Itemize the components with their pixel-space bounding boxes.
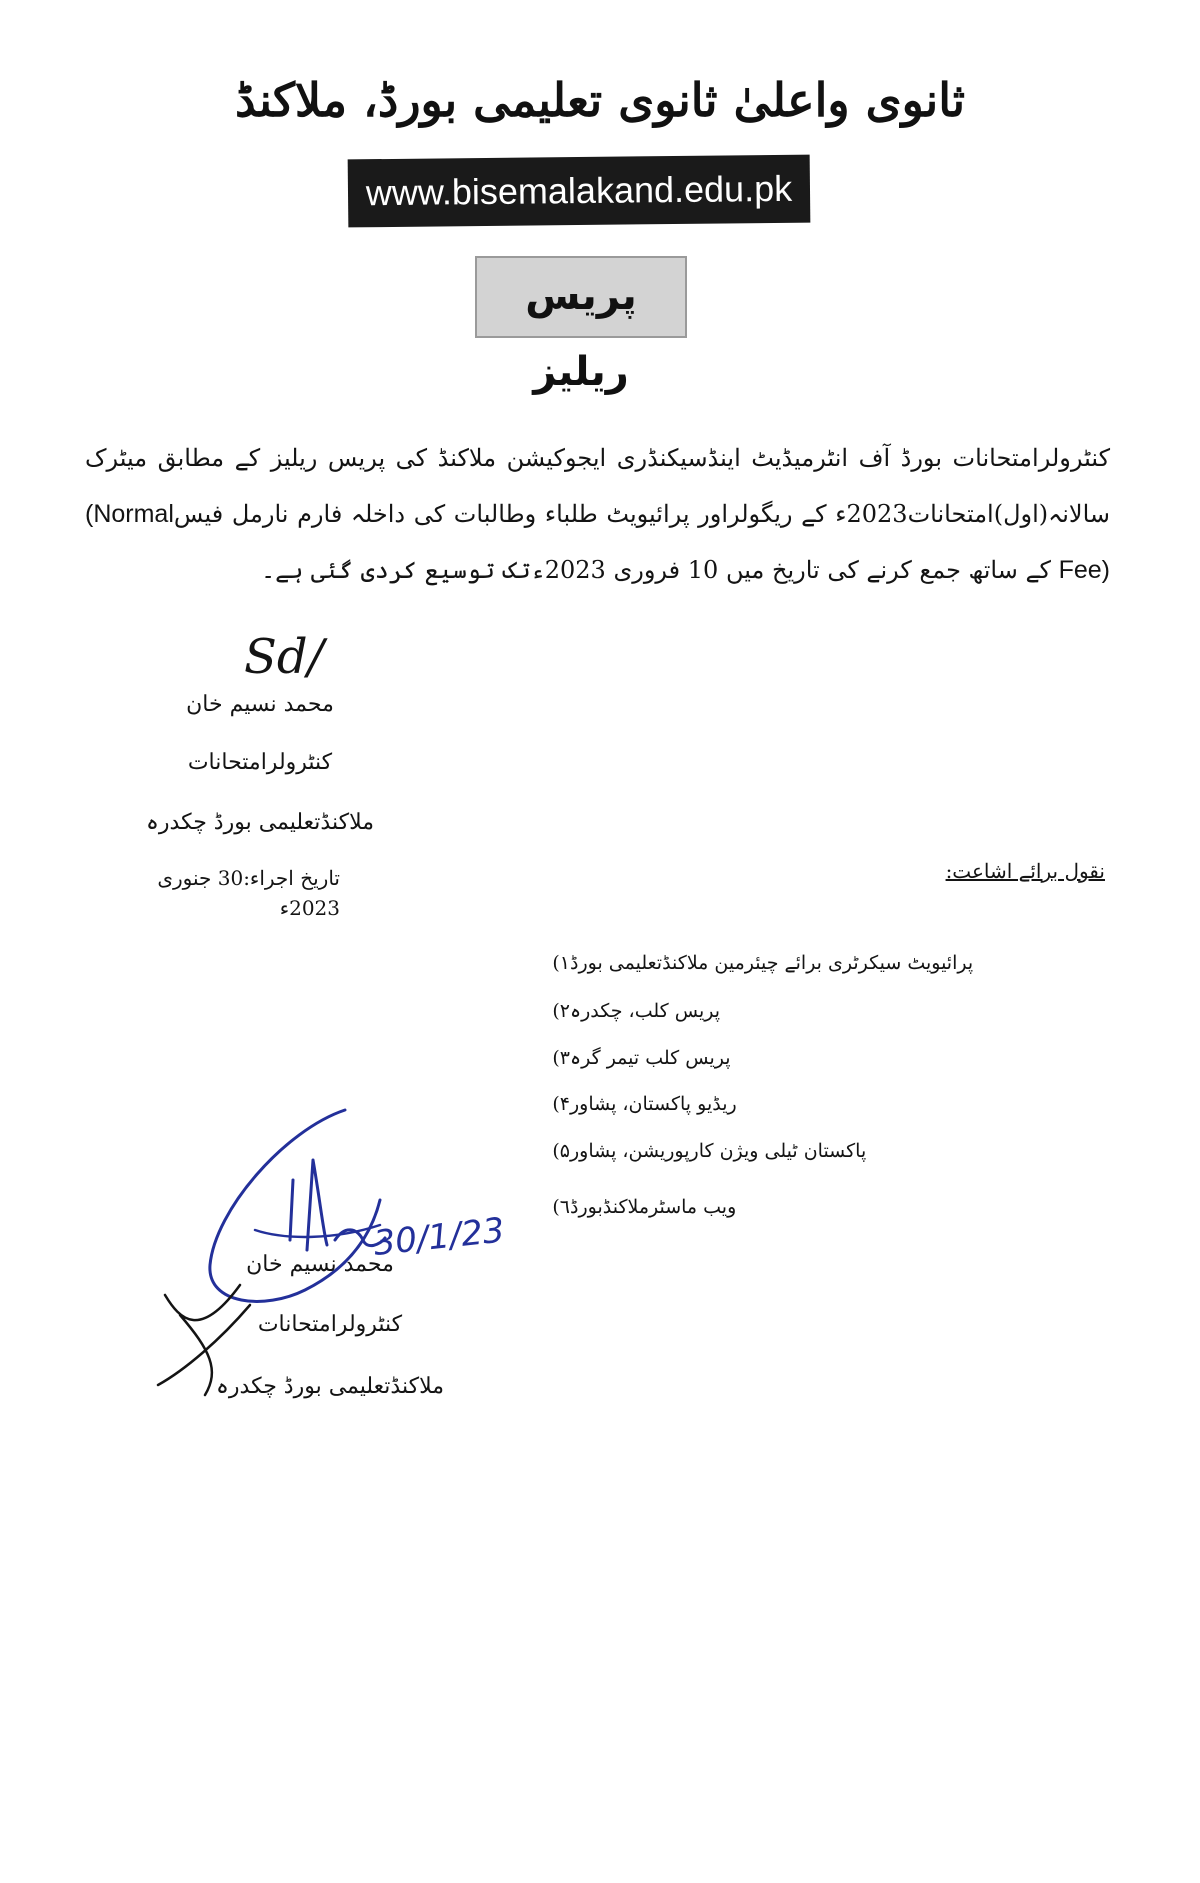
body-line-3a: ساتھ جمع کرنے کی تاریخ میں xyxy=(725,556,1018,584)
body-line-2c: کے xyxy=(1025,556,1051,584)
body-line-3c: ءتک توسیع کردی گئی ہے۔ xyxy=(261,556,545,584)
list-item-number: ۱) xyxy=(552,952,570,974)
body-year: 2023 xyxy=(846,500,908,528)
list-item xyxy=(480,996,1040,1026)
deadline-day: 10 xyxy=(687,556,719,584)
list-item-text: پرائیویٹ سیکرٹری برائے چیئرمین ملاکنڈتعلیمی بورڈ xyxy=(570,952,974,974)
list-item-text: پریس کلب، چکدرہ xyxy=(570,1000,721,1022)
board-title: ثانوی واعلیٰ ثانوی تعلیمی بورڈ، ملاکنڈ xyxy=(234,73,966,127)
list-item xyxy=(480,1192,1040,1222)
list-item xyxy=(480,1089,1040,1119)
signatory-name-top: محمد نسیم خان xyxy=(186,692,334,717)
press-release-body xyxy=(85,430,1110,598)
signatory-name-bottom: محمد نسیم خان xyxy=(246,1252,394,1277)
deadline-year: 2023 xyxy=(544,556,606,584)
list-item xyxy=(480,1136,1040,1166)
signatory-office-bottom: ملاکنڈتعلیمی بورڈ چکدرہ xyxy=(216,1374,444,1399)
list-item-text: ویب ماسٹرملاکنڈبورڈ xyxy=(570,1196,737,1218)
list-item-text: ریڈیو پاکستان، پشاور xyxy=(570,1093,737,1115)
list-item-number: ۲) xyxy=(552,1000,570,1022)
list-item xyxy=(480,1043,1040,1073)
list-item-number: ۴) xyxy=(552,1093,570,1115)
list-item-number: ۳) xyxy=(552,1047,570,1069)
handwritten-date: 30/1/23 xyxy=(371,1210,507,1264)
list-item-text: پریس کلب تیمر گرہ xyxy=(570,1047,731,1069)
body-line-2a: سالانہ(اول)امتحانات xyxy=(907,500,1110,528)
signatory-office-top: ملاکنڈتعلیمی بورڈ چکدرہ xyxy=(146,810,374,835)
website-url: www.bisemalakand.edu.pk xyxy=(348,155,811,228)
body-line-2b: ء کے ریگولراور پرائیویٹ طلباء وطالبات کی داخلہ فارم نارمل فیس xyxy=(173,500,847,528)
normal-fee-label: (Normal Fee) xyxy=(85,500,1110,584)
issue-date: تاریخ اجراء:30 جنوری 2023ء xyxy=(157,866,340,920)
list-item-number: ۵) xyxy=(552,1140,570,1162)
handwritten-sd-text: Sd/ xyxy=(244,629,324,685)
handwritten-sd-signature xyxy=(240,615,350,685)
list-item-text: پاکستان ٹیلی ویژن کارپوریشن، پشاور xyxy=(570,1140,867,1162)
list-item xyxy=(480,948,1040,978)
list-item-number: ٦) xyxy=(552,1196,570,1218)
signatory-designation-bottom: کنٹرولرامتحانات xyxy=(257,1312,403,1337)
body-line-1: کنٹرولرامتحانات بورڈ آف انٹرمیڈیٹ اینڈسیکنڈری ایجوکیشن ملاکنڈ کی پریس ریلیز کے مطابق میٹرک xyxy=(85,444,1110,472)
copies-heading: نقول برائے اشاعت: xyxy=(945,859,1105,883)
press-release-heading: پریس ریلیز xyxy=(475,256,687,338)
deadline-month: فروری xyxy=(613,556,681,584)
signatory-designation-top: کنٹرولرامتحانات xyxy=(187,750,333,775)
